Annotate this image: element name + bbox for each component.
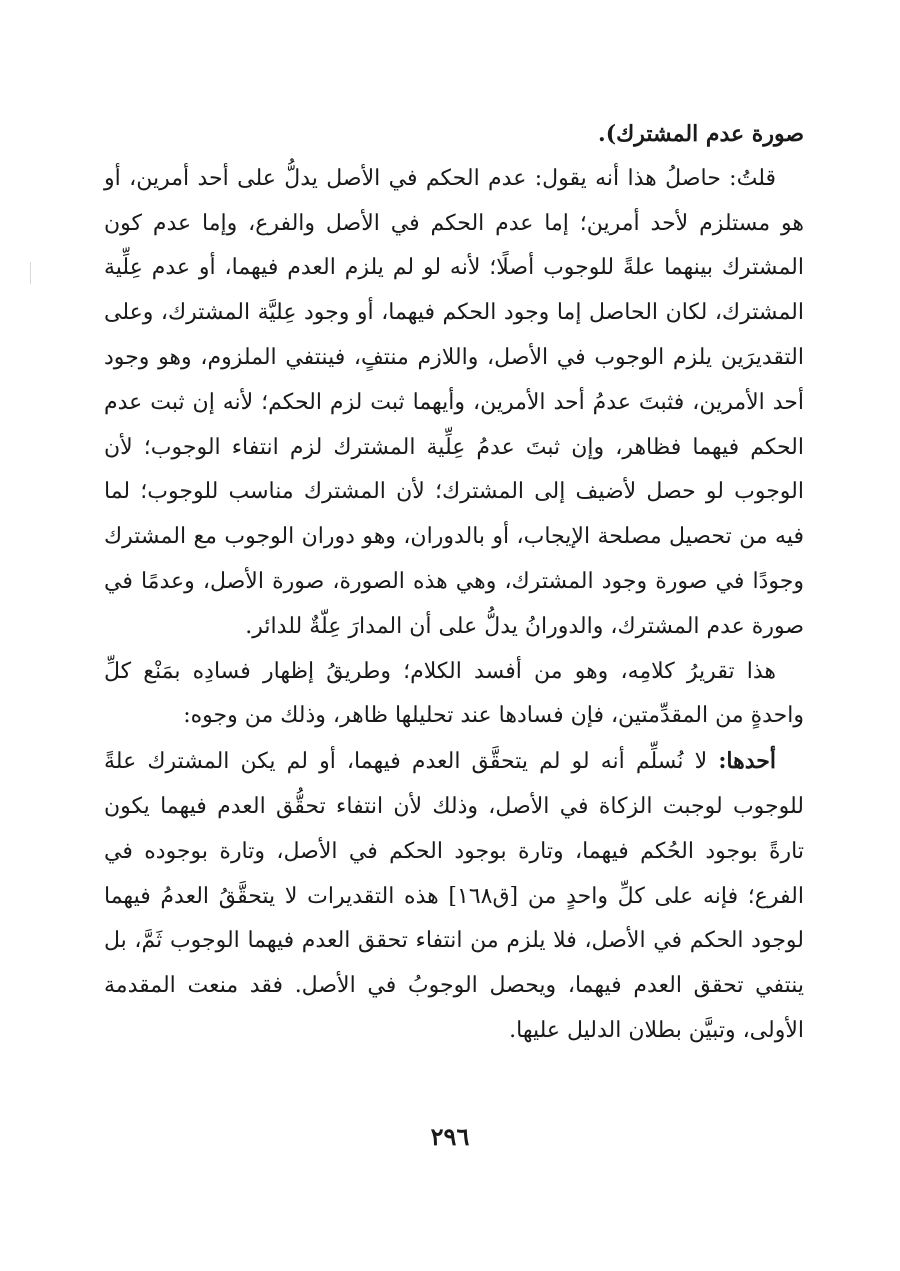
page-number: ٢٩٦ [430,1122,470,1151]
page-body [104,112,804,1054]
paragraph-qultu: قلتُ: حاصلُ هذا أنه يقول: عدم الحكم في الأصل يدلُّ على أحد أمرين، أو هو مستلزم لأحد أمرين؛ إما عدم الحكم في الأصل والفرع، وإما عدم كون المشترك بينهما علةً للوجوب أصلًا؛ لأنه لو لم يلزم العدم فيهما، أو عدم عِلِّية المشترك، لكان الحاصل إما وجود الحكم فيهما، أو وجود عِليَّة المشترك، وعلى التقديرَين يلزم الوجوب في الأصل، واللازم منتفٍ، فينتفي الملزوم، وهو وجود أحد الأمرين، فثبتَ عدمُ أحد الأمرين، وأيهما ثبت لزم الحكم؛ لأنه إن ثبت عدم الحكم فيهما فظاهر، وإن ثبتَ عدمُ عِلِّية المشترك لزم انتفاء الوجوب؛ لأن الوجوب لو حصل لأضيف إلى المشترك؛ لأن المشترك مناسب للوجوب؛ لما فيه من تحصيل مصلحة الإيجاب، أو بالدوران، وهو دوران الوجوب مع المشترك وجودًا في صورة وجود المشترك، وهي هذه الصورة، صورة الأصل، وعدمًا في صورة عدم المشترك، والدورانُ يدلُّ على أن المدارَ عِلّةٌ للدائر. [104,165,804,639]
paragraph-ahaduha [104,739,804,1054]
paragraph-taqrir: هذا تقريرُ كلامِه، وهو من أفسد الكلام؛ وطريقُ إظهار فسادِه بمَنْع كلِّ واحدةٍ من المقدِّمتين، فإن فسادها عند تحليلها ظاهر، وذلك من وجوه: [104,658,804,729]
paragraph-body-text: لا نُسلِّم أنه لو لم يتحقَّق العدم فيهما، أو لم يكن المشترك علةً للوجوب لوجبت الزكاة في الأصل، وذلك لأن انتفاء تحقُّق العدم فيهما يكون تارةً بوجود الحُكم فيهما، وتارة بوجود الحكم في الأصل، وتارة بوجوده في الفرع؛ فإنه على كلِّ واحدٍ من [ق١٦٨] هذه التقديرات لا يتحقَّقُ العدمُ فيهما لوجود الحكم في الأصل، فلا يلزم من انتفاء تحقق العدم فيهما الوجوب ثَمَّ، بل ينتفي تحقق العدم فيهما، ويحصل الوجوبُ في الأصل. فقد منعت المقدمة الأولى، وتبيَّن بطلان الدليل عليها. [104,749,804,1043]
paragraph-lead-term: أحدها: [718,748,776,775]
margin-mark [30,262,31,284]
paragraph-opening-line: صورة عدم المشترك). [598,121,804,147]
